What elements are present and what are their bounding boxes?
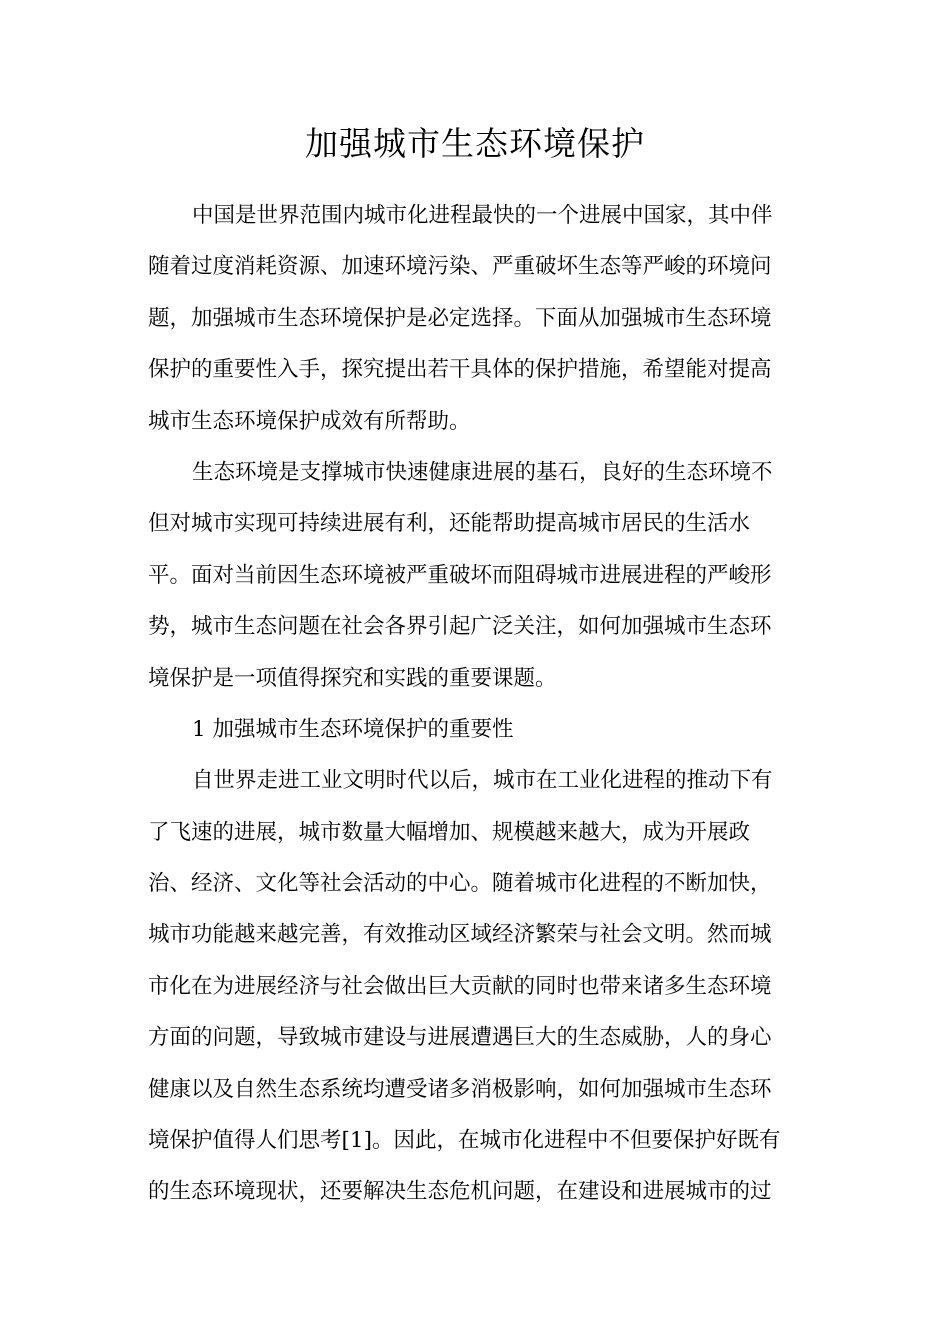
document-body (148, 190, 808, 1218)
text-line: 城市生态环境保护成效有所帮助。 (148, 408, 471, 434)
text-line: 中国是世界范围内城市化进程最快的一个进展中国家，其中伴 (192, 203, 773, 228)
text-line: 城市功能越来越完善，有效推动区域经济繁荣与社会文明。然而城 (148, 922, 772, 948)
text-line: 但对城市实现可持续进展有利，还能帮助提高城市居民的生活水 (148, 511, 751, 537)
text-line: 势，城市生态问题在社会各界引起广泛关注，如何加强城市生态环 (148, 614, 772, 640)
text-line: 市化在为进展经济与社会做出巨大贡献的同时也带来诸多生态环境 (148, 973, 772, 999)
text-line: 保护的重要性入手，探究提出若干具体的保护措施，希望能对提高 (148, 357, 772, 383)
text-line: 境保护是一项值得探究和实践的重要课题。 (148, 665, 557, 691)
text-line: 了飞速的进展，城市数量大幅增加、规模越来越大，成为开展政 (148, 819, 751, 845)
text-line: 自世界走进工业文明时代以后，城市在工业化进程的推动下有 (192, 768, 773, 794)
text-line: 1 加强城市生态环境保护的重要性 (192, 716, 514, 742)
text-line: 随着过度消耗资源、加速环境污染、严重破坏生态等严峻的环境问 (148, 254, 772, 280)
text-line: 的生态环境现状，还要解决生态危机问题，在建设和进展城市的过 (148, 1179, 772, 1205)
text-line: 境保护值得人们思考[1]。因此，在城市化进程中不但要保护好既有 (148, 1128, 781, 1154)
document-title: 加强城市生态环境保护 (305, 124, 645, 163)
text-line: 题，加强城市生态环境保护是必定选择。下面从加强城市生态环境 (148, 305, 772, 331)
text-line: 生态环境是支撑城市快速健康进展的基石，良好的生态环境不 (192, 459, 773, 485)
text-line: 治、经济、文化等社会活动的中心。随着城市化进程的不断加快， (148, 871, 772, 897)
text-line: 方面的问题，导致城市建设与进展遭遇巨大的生态威胁，人的身心 (148, 1025, 772, 1051)
text-line: 平。面对当前因生态环境被严重破坏而阻碍城市进展进程的严峻形 (148, 562, 772, 588)
text-line: 健康以及自然生态系统均遭受诸多消极影响，如何加强城市生态环 (148, 1076, 772, 1102)
